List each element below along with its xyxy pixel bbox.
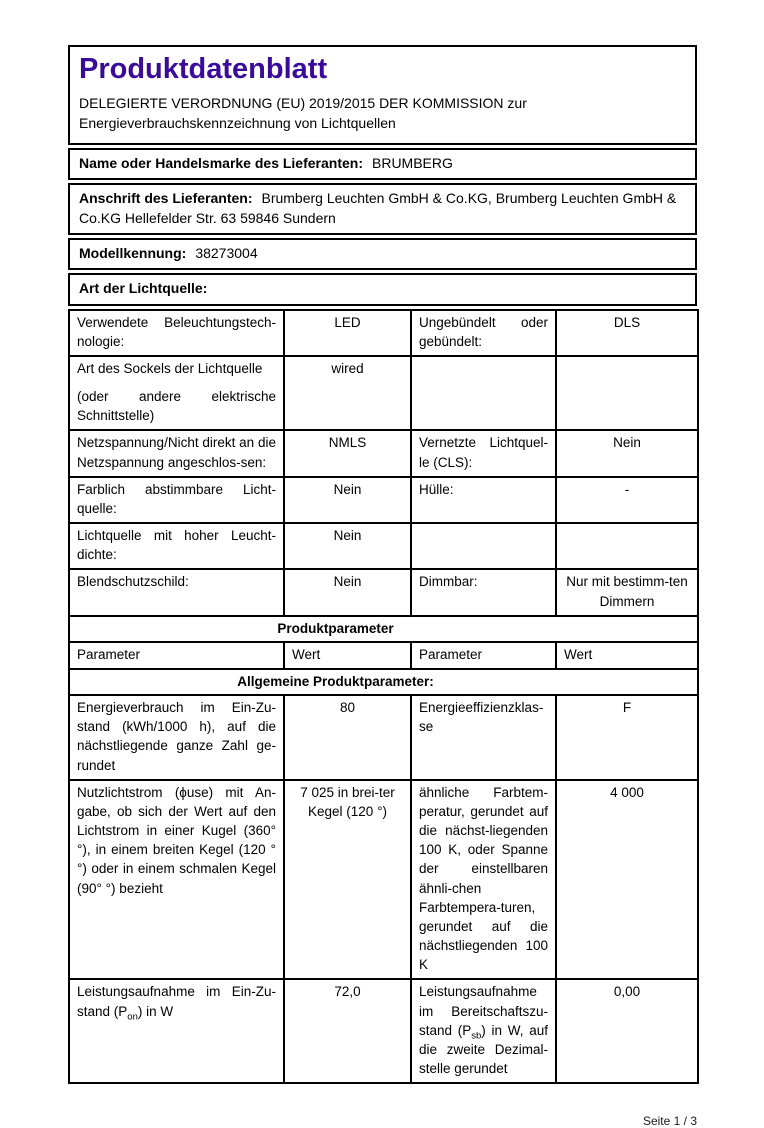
section-header-row bbox=[69, 669, 698, 695]
value-cell: 4 000 bbox=[556, 780, 698, 980]
param-cell: Energieverbrauch im Ein-Zu-stand (kWh/1000 h), auf die nächstliegende ganze Zahl ge-rundet bbox=[69, 695, 284, 780]
column-header: Wert bbox=[556, 642, 698, 669]
value-cell: 7 025 in brei-ter Kegel (120 °) bbox=[284, 780, 411, 980]
section-title: Produktparameter bbox=[69, 616, 698, 642]
param-cell: Farblich abstimmbare Licht-quelle: bbox=[69, 477, 284, 523]
page-title: Produktdatenblatt bbox=[79, 53, 328, 85]
subscript: sb bbox=[471, 1030, 482, 1042]
param-cell: Dimmbar: bbox=[411, 569, 556, 615]
param-text: Leistungsaufnahme im Ein-Zu-stand (P bbox=[77, 984, 276, 1019]
param-cell: Ungebündelt oder gebündelt: bbox=[411, 310, 556, 356]
param-cell: Blendschutzschild: bbox=[69, 569, 284, 615]
param-cell: Lichtquelle mit hoher Leucht-dichte: bbox=[69, 523, 284, 569]
param-cell bbox=[411, 979, 556, 1083]
table-row bbox=[69, 569, 698, 615]
value-cell: - bbox=[556, 477, 698, 523]
param-text: Leistungsaufnahme im Bereitschaftszu-stand (P bbox=[419, 984, 548, 1038]
spec-table bbox=[68, 309, 699, 1084]
light-source-type-box bbox=[68, 273, 697, 305]
value-cell: Nein bbox=[556, 430, 698, 476]
column-header: Parameter bbox=[69, 642, 284, 669]
table-row bbox=[69, 310, 698, 356]
table-row bbox=[69, 780, 698, 980]
supplier-address-value: Brumberg Leuchten GmbH & Co.KG, Brumberg Leuchten GmbH & Co.KG Hellefelder Str. 63 59846 Sundern bbox=[79, 190, 677, 226]
value-cell: LED bbox=[284, 310, 411, 356]
value-cell: 72,0 bbox=[284, 979, 411, 1083]
param-cell: Verwendete Beleuchtungstech-nologie: bbox=[69, 310, 284, 356]
supplier-name-box bbox=[68, 148, 697, 180]
column-header: Parameter bbox=[411, 642, 556, 669]
value-cell: F bbox=[556, 695, 698, 780]
subscript: on bbox=[127, 1011, 138, 1023]
param-text: ) in W bbox=[137, 1003, 174, 1019]
table-row bbox=[69, 477, 698, 523]
param-cell bbox=[69, 979, 284, 1083]
value-cell: Nein bbox=[284, 569, 411, 615]
light-source-type-label: Art der Lichtquelle: bbox=[79, 280, 208, 297]
param-cell: Energieeffizienzklas-se bbox=[411, 695, 556, 780]
value-cell: 0,00 bbox=[556, 979, 698, 1083]
value-cell: Nein bbox=[284, 477, 411, 523]
supplier-name-label: Name oder Handelsmarke des Lieferanten: bbox=[79, 155, 363, 172]
title-box bbox=[68, 45, 697, 145]
page-number: Seite 1 / 3 bbox=[642, 1114, 697, 1128]
table-row bbox=[69, 979, 698, 1083]
supplier-address-label: Anschrift des Lieferanten: bbox=[79, 190, 253, 207]
empty-cell bbox=[411, 356, 556, 430]
document-page bbox=[68, 45, 697, 1128]
model-id-label: Modellkennung: bbox=[79, 245, 187, 262]
value-cell: DLS bbox=[556, 310, 698, 356]
table-row bbox=[69, 523, 698, 569]
param-cell bbox=[69, 356, 284, 430]
param-text: ) in W, auf die zweite Dezimal-stelle gerundet bbox=[419, 1022, 548, 1076]
value-cell: Nein bbox=[284, 523, 411, 569]
param-line-2: (oder andere elektrische Schnittstelle) bbox=[77, 389, 276, 424]
value-cell: Nur mit bestimm-ten Dimmern bbox=[556, 569, 698, 615]
value-cell: NMLS bbox=[284, 430, 411, 476]
page-footer bbox=[68, 1114, 697, 1128]
empty-cell bbox=[556, 523, 698, 569]
param-line-1: Art des Sockels der Lichtquelle bbox=[77, 360, 263, 376]
value-cell: wired bbox=[284, 356, 411, 430]
table-row bbox=[69, 430, 698, 476]
column-header-row bbox=[69, 642, 698, 669]
table-row bbox=[69, 356, 698, 430]
model-id-box bbox=[68, 238, 697, 270]
supplier-name-value: BRUMBERG bbox=[372, 155, 453, 172]
regulation-text: DELEGIERTE VERORDNUNG (EU) 2019/2015 DER KOMMISSION zur Energieverbrauchskennzeichnung von Lichtquellen bbox=[79, 95, 527, 132]
empty-cell bbox=[411, 523, 556, 569]
empty-cell bbox=[556, 356, 698, 430]
param-cell: ähnliche Farbtem-peratur, gerundet auf die nächst-liegenden 100 K, oder Spanne der einstellbaren ähnli-chen Farbtempera-turen, gerundet auf die nächstliegenden 100 K bbox=[411, 780, 556, 980]
param-cell: Nutzlichtstrom (ϕuse) mit An-gabe, ob sich der Wert auf den Lichtstrom in einer Kugel (360° °), in einem breiten Kegel (120 °°) oder in einem schmalen Kegel (90° °) bezieht bbox=[69, 780, 284, 980]
column-header: Wert bbox=[284, 642, 411, 669]
table-row bbox=[69, 695, 698, 780]
value-cell: 80 bbox=[284, 695, 411, 780]
param-cell: Vernetzte Lichtquel-le (CLS): bbox=[411, 430, 556, 476]
supplier-address-box bbox=[68, 183, 697, 235]
section-header-row bbox=[69, 616, 698, 642]
param-cell: Netzspannung/Nicht direkt an die Netzspannung angeschlos-sen: bbox=[69, 430, 284, 476]
param-cell: Hülle: bbox=[411, 477, 556, 523]
model-id-value: 38273004 bbox=[195, 245, 258, 262]
subsection-title: Allgemeine Produktparameter: bbox=[69, 669, 698, 695]
